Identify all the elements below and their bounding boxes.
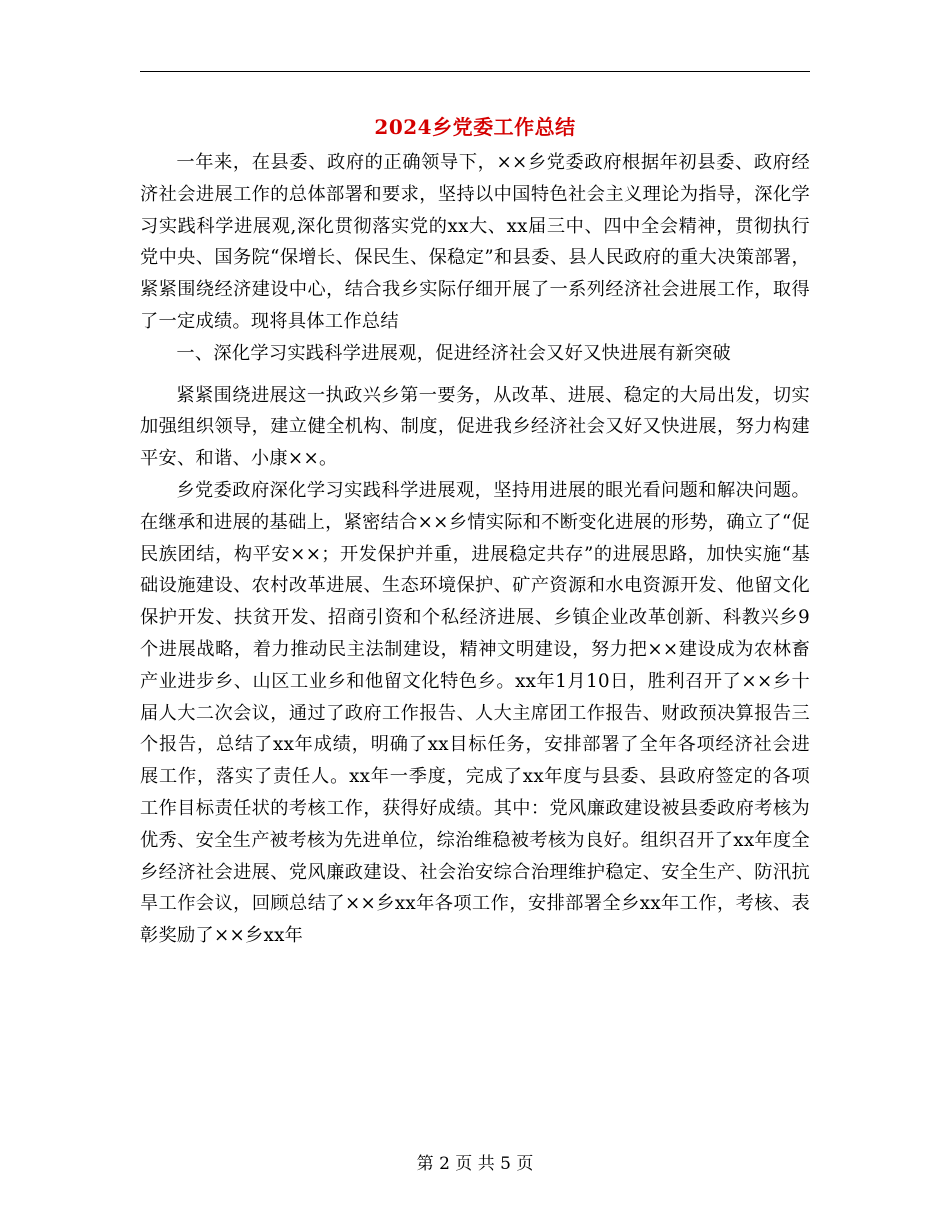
document-body <box>140 147 810 952</box>
page-number: 第 2 页 共 5 页 <box>416 1154 534 1174</box>
paragraph-3: 乡党委政府深化学习实践科学进展观，坚持用进展的眼光看问题和解决问题。在继承和进展的基础上，紧密结合××乡情实际和不断变化进展的形势，确立了“促民族团结，构平安××；开发保护并重，进展稳定共存”的进展思路，加快实施“基础设施建设、农村改革进展、生态环境保护、矿产资源和水电资源开发、他留文化保护开发、扶贫开发、招商引资和个私经济进展、乡镇企业改革创新、科教兴乡9个进展战略，着力推动民主法制建设，精神文明建设，努力把××建设成为农林畜产业进步乡、山区工业乡和他留文化特色乡。xx年1月10日，胜利召开了××乡十届人大二次会议，通过了政府工作报告、人大主席团工作报告、财政预决算报告三个报告，总结了xx年成绩，明确了xx目标任务，安排部署了全年各项经济社会进展工作，落实了责任人。xx年一季度，完成了xx年度与县委、县政府签定的各项工作目标责任状的考核工作，获得好成绩。其中：党风廉政建设被县委政府考核为优秀、安全生产被考核为先进单位，综治维稳被考核为良好。组织召开了xx年度全乡经济社会进展、党风廉政建设、社会治安综合治理维护稳定、安全生产、防汛抗旱工作会议，回顾总结了××乡xx年各项工作，安排部署全乡xx年工作，考核、表彰奖励了××乡xx年 <box>140 479 810 947</box>
page-footer <box>140 1150 810 1178</box>
document-title: 2024乡党委工作总结 <box>374 115 576 139</box>
paragraph-2: 紧紧围绕进展这一执政兴乡第一要务，从改革、进展、稳定的大局出发，切实加强组织领导，建立健全机构、制度，促进我乡经济社会又好又快进展，努力构建平安、和谐、小康××。 <box>140 384 810 470</box>
paragraph-intro: 一年来，在县委、政府的正确领导下，××乡党委政府根据年初县委、政府经济社会进展工作的总体部署和要求，坚持以中国特色社会主义理论为指导，深化学习实践科学进展观,深化贯彻落实党的xx大、xx届三中、四中全会精神，贯彻执行党中央、国务院“保增长、保民生、保稳定”和县委、县人民政府的重大决策部署，紧紧围绕经济建设中心，结合我乡实际仔细开展了一系列经济社会进展工作，取得了一定成绩。现将具体工作总结 <box>140 152 810 332</box>
section-heading-1: 一、深化学习实践科学进展观，促进经济社会又好又快进展有新突破 <box>176 342 732 364</box>
header-rule <box>140 71 810 72</box>
